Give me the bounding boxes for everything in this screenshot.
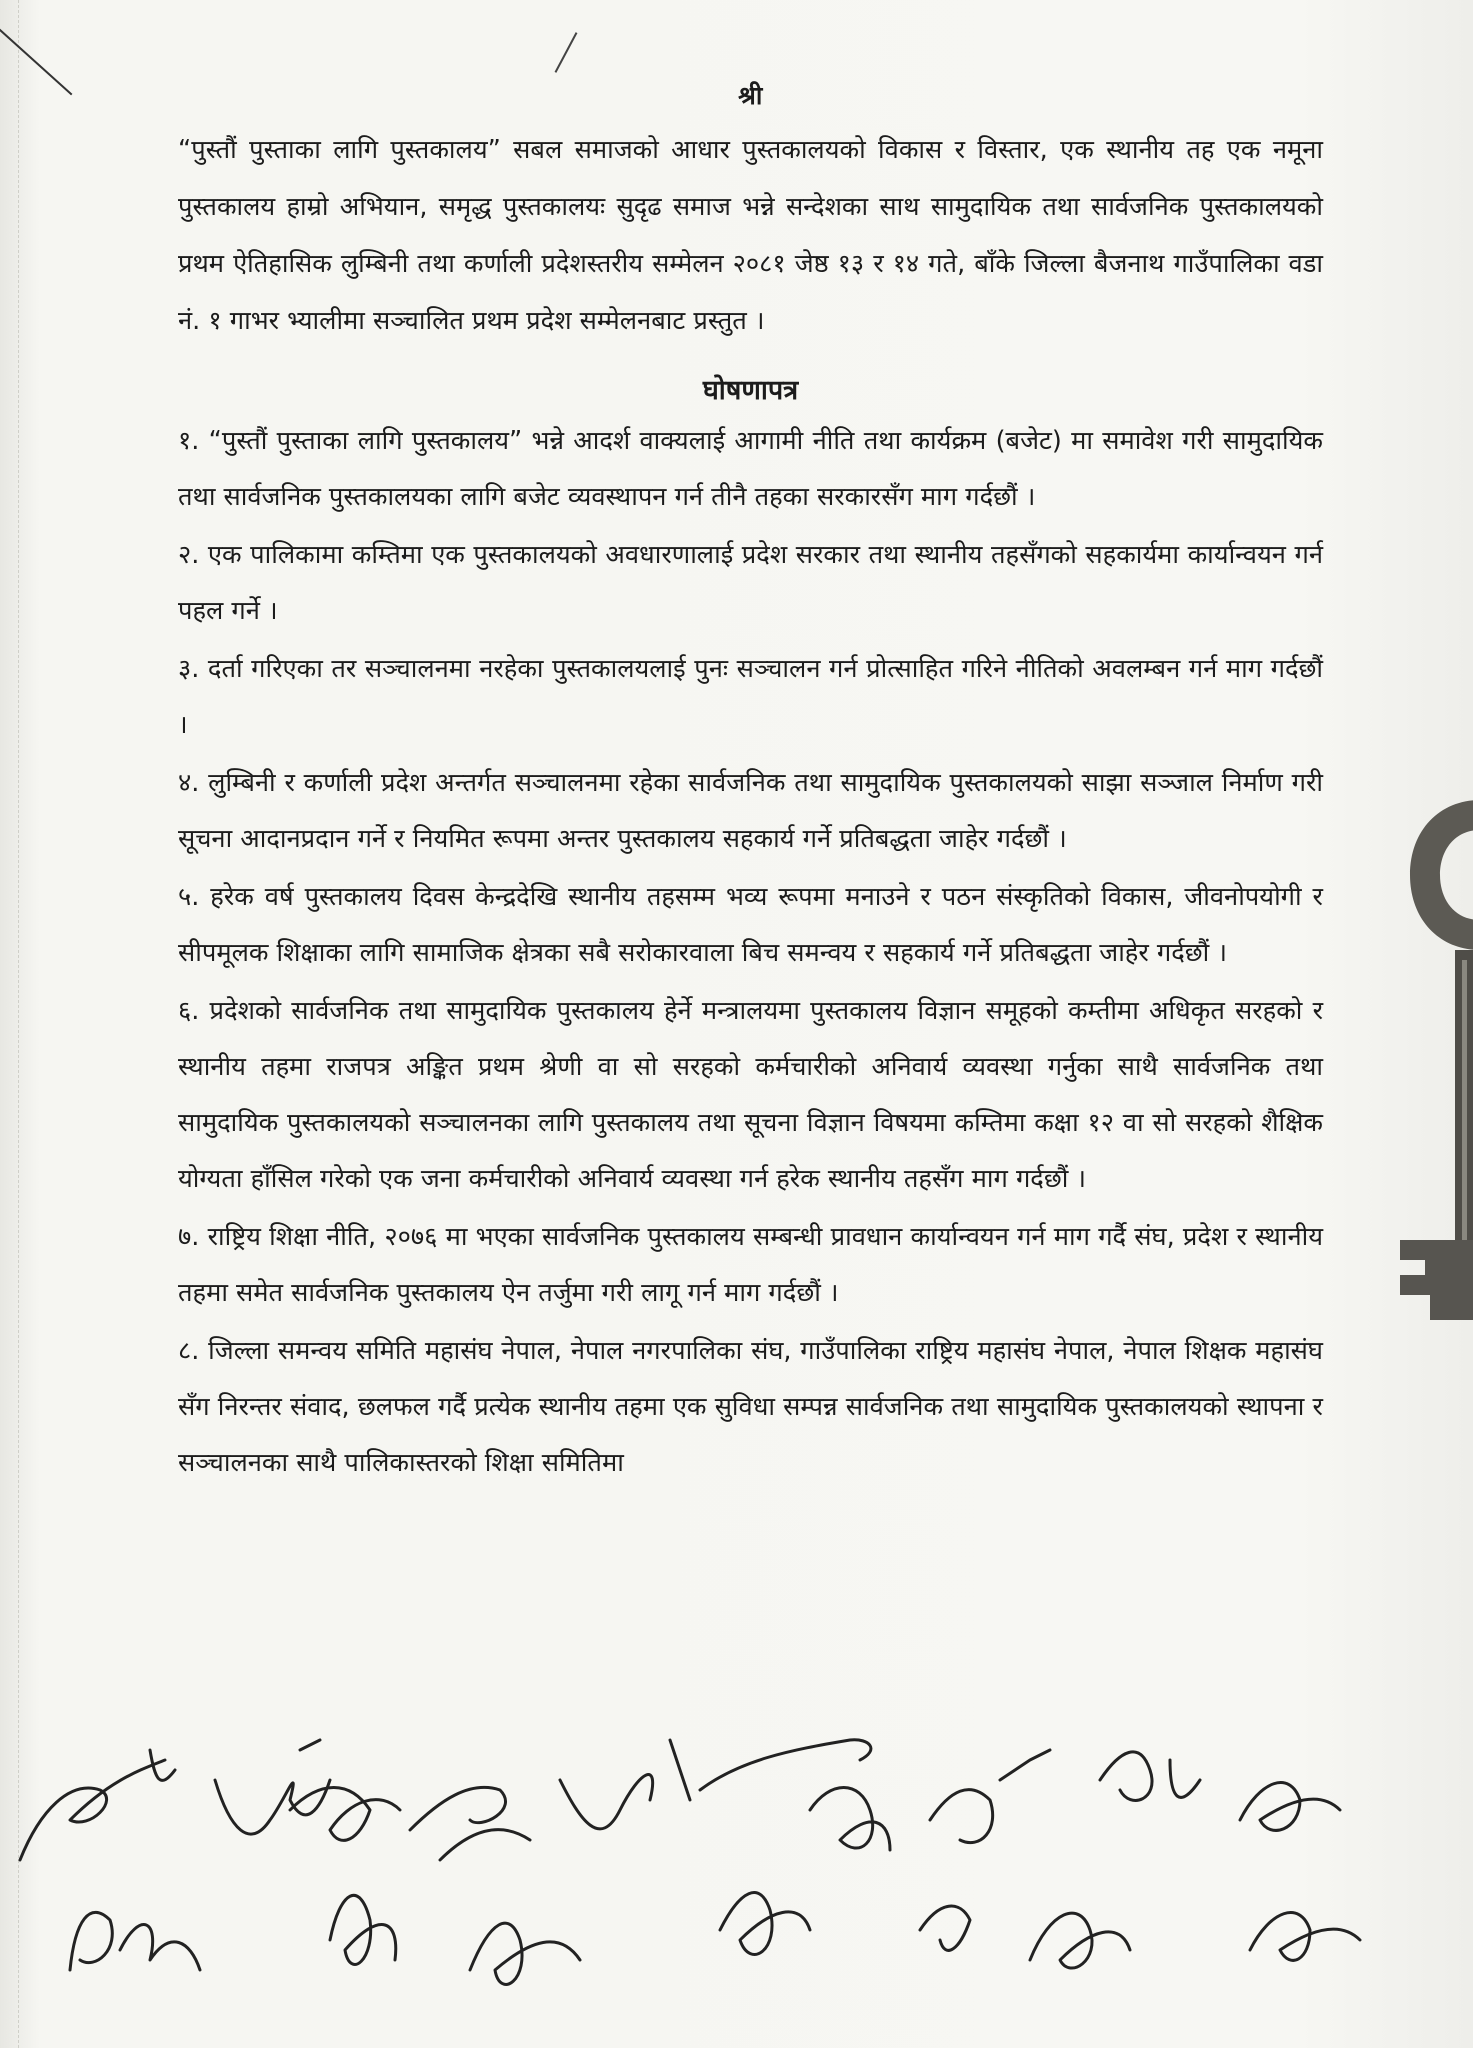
signature-7: [470, 1923, 580, 1984]
declaration-point-8: ८. जिल्ला समन्वय समिति महासंघ नेपाल, नेपाल नगरपालिका संघ, गाउँपालिका राष्ट्रिय महासंघ नेपाल, नेपाल शिक्षक महासंघ सँग निरन्तर संवाद, छलफल गर्दै प्रत्येक स्थानीय तहमा एक सुविधा सम्पन्न सार्वजनिक तथा सामुदायिक पुस्तकालयको स्थापना र सञ्चालनका साथै पालिकास्तरको शिक्षा समितिमा: [178, 1336, 1323, 1478]
signature-12: [930, 1750, 1050, 1843]
document-body: [178, 78, 1323, 1493]
signature-area: [0, 1720, 1473, 2048]
signature-16: [1240, 1783, 1340, 1831]
key-highlight: [1462, 960, 1467, 1240]
signature-11: [810, 1788, 890, 1851]
signature-9: [700, 1740, 871, 1790]
declaration-point-5: ५. हरेक वर्ष पुस्तकालय दिवस केन्द्रदेखि स्थानीय तहसम्म भव्य रूपमा मनाउने र पठन संस्कृतिको विकास, जीवनोपयोगी र सीपमूलक शिक्षाका लागि सामाजिक क्षेत्रका सबै सरोकारवाला बिच समन्वय र सहकार्य गर्ने प्रतिबद्धता जाहेर गर्दछौं ।: [178, 882, 1323, 968]
key-object-image: [1370, 780, 1473, 1340]
declaration-point-4: ४. लुम्बिनी र कर्णाली प्रदेश अन्तर्गत सञ्चालनमा रहेका सार्वजनिक तथा सामुदायिक पुस्तकालयको साझा सञ्जाल निर्माण गरी सूचना आदानप्रदान गर्ने र नियमित रूपमा अन्तर पुस्तकालय सहकार्य गर्ने प्रतिबद्धता जाहेर गर्दछौं ।: [178, 768, 1323, 854]
declaration-point-1: १. “पुस्तौं पुस्ताका लागि पुस्तकालय” भन्ने आदर्श वाक्यलाई आगामी नीति तथा कार्यक्रम (बजेट) मा समावेश गरी सामुदायिक तथा सार्वजनिक पुस्तकालयका लागि बजेट व्यवस्थापन गर्न तीनै तहका सरकारसँग माग गर्दछौं ।: [178, 426, 1323, 512]
signature-8: [560, 1740, 690, 1829]
signature-5: [330, 1895, 396, 1964]
signature-6: [410, 1787, 530, 1860]
signature-17: [1250, 1913, 1360, 1961]
key-bow: [1410, 800, 1473, 950]
signature-13: [920, 1906, 970, 1950]
signature-14: [1030, 1913, 1130, 1968]
declaration-point-3: ३. दर्ता गरिएका तर सञ्चालनमा नरहेका पुस्तकालयलाई पुनः सञ्चालन गर्न प्रोत्साहित गरिने नीतिको अवलम्बन गर्न माग गर्दछौं ।: [178, 654, 1323, 740]
declaration-point-7: ७. राष्ट्रिय शिक्षा नीति, २०७६ मा भएका सार्वजनिक पुस्तकालय सम्बन्धी प्रावधान कार्यान्वयन गर्न माग गर्दै संघ, प्रदेश र स्थानीय तहमा समेत सार्वजनिक पुस्तकालय ऐन तर्जुमा गरी लागू गर्न माग गर्दछौं ।: [178, 1222, 1323, 1308]
document-title: घोषणापत्र: [702, 375, 799, 406]
declaration-point-2: २. एक पालिकामा कम्तिमा एक पुस्तकालयको अवधारणालाई प्रदेश सरकार तथा स्थानीय तहसँगको सहकार्यमा कार्यान्वयन गर्न पहल गर्ने ।: [178, 540, 1323, 626]
signature-2: [70, 1912, 200, 1970]
signature-3: [215, 1740, 330, 1834]
document-intro: “पुस्तौं पुस्ताका लागि पुस्तकालय” सबल समाजको आधार पुस्तकालयको विकास र विस्तार, एक स्थानीय तह एक नमूना पुस्तकालय हाम्रो अभियान, समृद्ध पुस्तकालयः सुदृढ समाज भन्ने सन्देशका साथ सामुदायिक तथा सार्वजनिक पुस्तकालयको प्रथम ऐतिहासिक लुम्बिनी तथा कर्णाली प्रदेशस्तरीय सम्मेलन २०८१ जेष्ठ १३ र १४ गते, बाँके जिल्ला बैजनाथ गाउँपालिका वडा नं. १ गाभर भ्यालीमा सञ्चालित प्रथम प्रदेश सम्मेलनबाट प्रस्तुत ।: [178, 135, 1323, 336]
declaration-point-6: ६. प्रदेशको सार्वजनिक तथा सामुदायिक पुस्तकालय हेर्ने मन्त्रालयमा पुस्तकालय विज्ञान समूहको कम्तीमा अधिकृत सरहको र स्थानीय तहमा राजपत्र अङ्कित प्रथम श्रेणी वा सो सरहको कर्मचारीको अनिवार्य व्यवस्था गर्नुका साथै सार्वजनिक तथा सामुदायिक पुस्तकालयको सञ्चालनका लागि पुस्तकालय तथा सूचना विज्ञान विषयमा कम्तिमा कक्षा १२ वा सो सरहको शैक्षिक योग्यता हाँसिल गरेको एक जना कर्मचारीको अनिवार्य व्यवस्था गर्न हरेक स्थानीय तहसँग माग गर्दछौं ।: [178, 996, 1324, 1194]
key-bit: [1400, 1240, 1473, 1320]
signature-1: [20, 1750, 175, 1860]
document-invocation: श्री: [738, 81, 763, 110]
signature-10: [720, 1893, 810, 1955]
signature-15: [1100, 1752, 1200, 1801]
